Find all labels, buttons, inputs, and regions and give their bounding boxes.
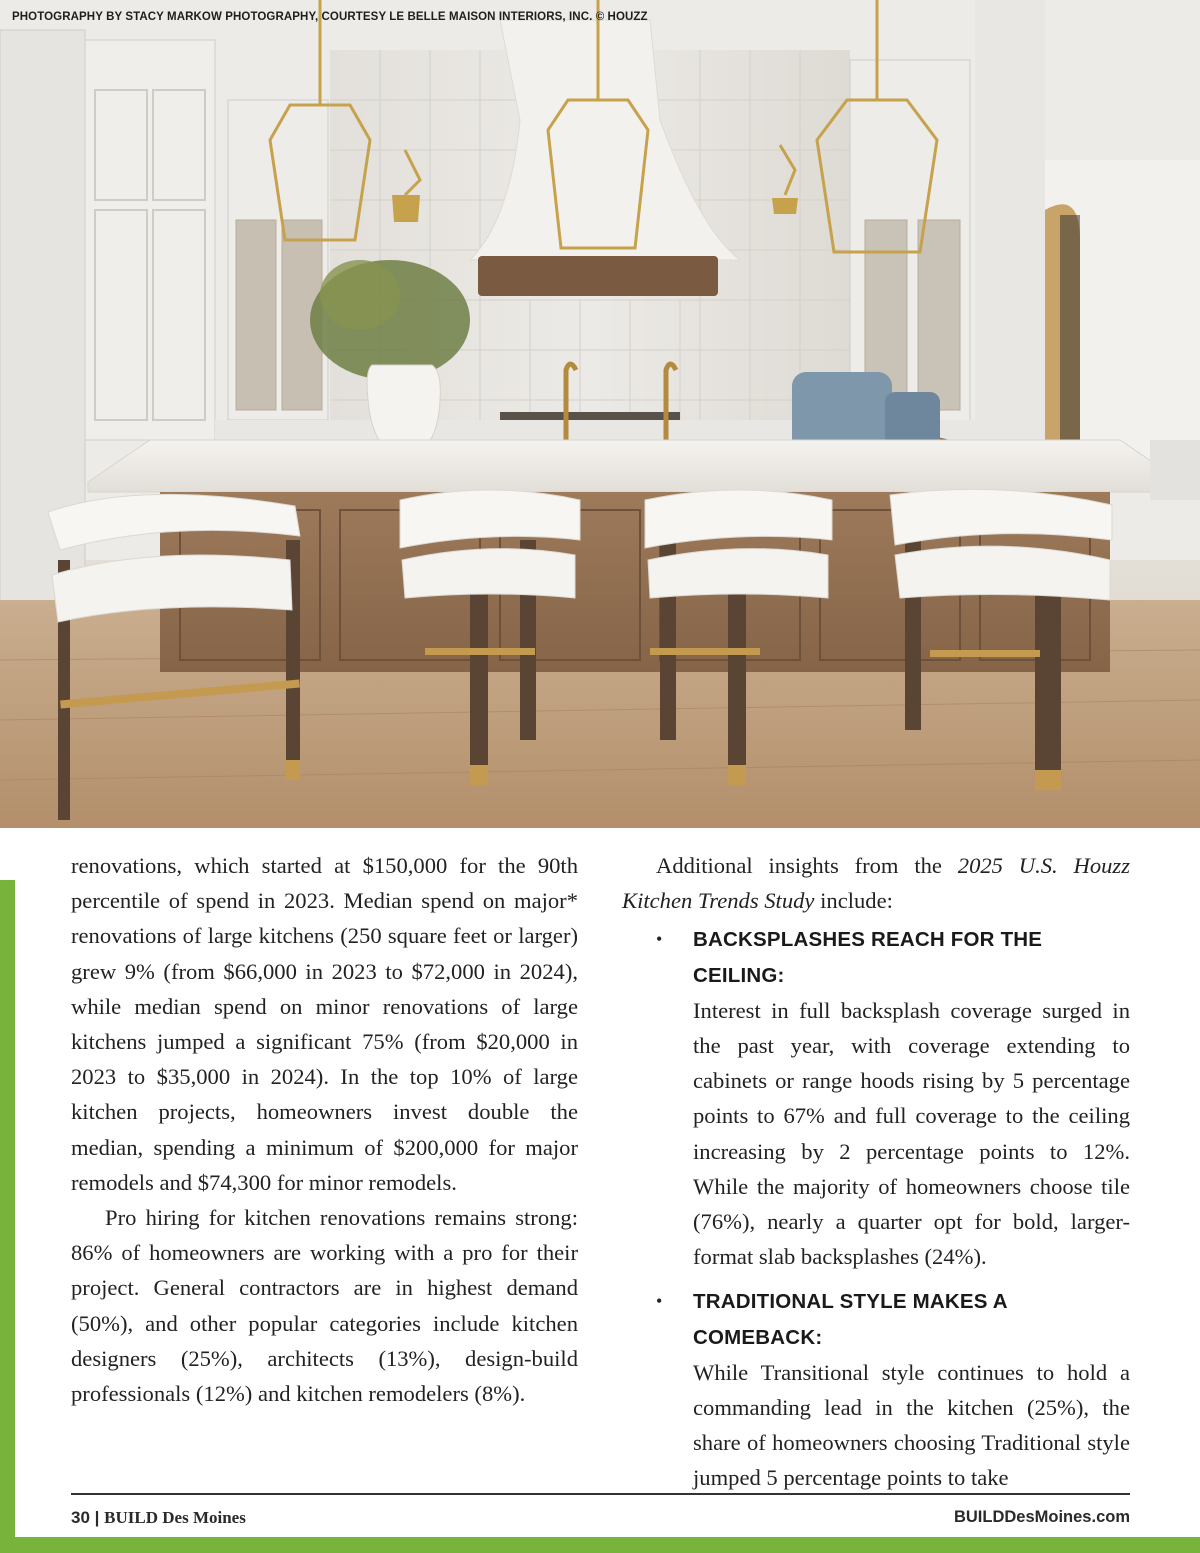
footer-folio [71, 1508, 246, 1528]
publication-name: BUILD Des Moines [104, 1508, 246, 1527]
list-item-backsplashes [622, 922, 1130, 1274]
insights-list [622, 922, 1130, 1495]
study-title: 2025 U.S. Houzz Kitchen Trends Study [622, 853, 1130, 914]
folio-separator: | [94, 1508, 100, 1527]
bullet-body: Interest in full backsplash coverage surged in the past year, with coverage extending to cabinets or range hoods rising by 5 percentage points to 67% and full coverage to the ceiling increasing by 2 percentage points to 12%. While the majority of homeowners choose tile (76%), nearly a quarter opt for bold, larger-format slab backsplashes (24%). [693, 997, 1130, 1270]
page-number: 30 [71, 1508, 90, 1527]
footer-website[interactable]: BUILDDesMoines.com [953, 1508, 1130, 1526]
green-bottom-bar [0, 1537, 1200, 1553]
footer-divider [71, 1493, 1130, 1495]
bullet-heading: BACKSPLASHES REACH FOR THE CEILING: [693, 928, 1043, 987]
intro-text-end: include: [814, 888, 893, 914]
paragraph-additional-insights [622, 848, 1130, 918]
list-item-traditional-style [622, 1284, 1130, 1495]
photo-credit: PHOTOGRAPHY BY STACY MARKOW PHOTOGRAPHY, COURTESY LE BELLE MAISON INTERIORS, INC. © HOUZZ [12, 11, 648, 23]
bullet-icon: • [656, 929, 663, 950]
left-column [71, 848, 578, 1411]
right-column [622, 848, 1130, 1496]
paragraph-pro-hiring: Pro hiring for kitchen renovations remains strong: 86% of homeowners are working with a pro for their project. General contractors are in highest demand (50%), and other popular categories include kitchen designers (25%), architects (13%), design-build professionals (12%) and kitchen remodelers (8%). [71, 1205, 578, 1407]
bullet-heading: TRADITIONAL STYLE MAKES A COMEBACK: [693, 1290, 1008, 1349]
intro-text: Additional insights from the [656, 853, 958, 878]
bullet-icon: • [656, 1291, 663, 1312]
paragraph-renovation-spend: renovations, which started at $150,000 for the 90th percentile of spend in 2023. Median spend on major* renovations of large kitchens (250 square feet or larger) grew 9% (from $66,000 in 2023 to $72,000 in 2024), while median spend on minor renovations of large kitchens jumped a significant 75% (from $20,000 in 2023 to $35,000 in 2024). In the top 10% of large kitchen projects, homeowners invest double the median, spending a minimum of $200,000 for major remodels and $74,300 for minor remodels. [71, 853, 578, 1195]
bullet-body: While Transitional style continues to hold a commanding lead in the kitchen (25%), the share of homeowners choosing Traditional style jumped 5 percentage points to take [693, 1359, 1130, 1491]
green-side-bar [0, 880, 15, 1553]
